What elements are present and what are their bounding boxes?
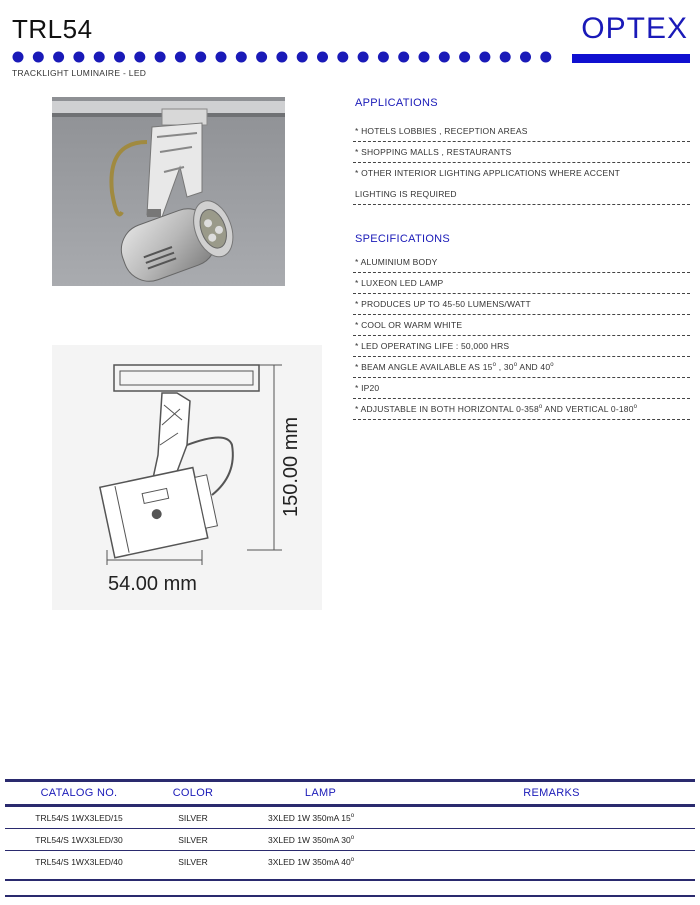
divider-dot	[419, 52, 430, 63]
divider-dot	[337, 52, 348, 63]
degree-mark: o	[550, 362, 554, 368]
divider-dot	[114, 52, 125, 63]
divider-dot	[134, 52, 145, 63]
model-title: TRL54	[12, 14, 93, 44]
list-item: LIGHTING IS REQUIRED	[353, 184, 690, 205]
table-end-rule	[5, 879, 695, 881]
list-item: * LUXEON LED LAMP	[353, 273, 690, 294]
beam-angle-text: AND 40	[517, 362, 551, 372]
list-item: * HOTELS LOBBIES , RECEPTION AREAS	[353, 121, 690, 142]
beam-angle-text: , 30	[496, 362, 514, 372]
header-remarks: REMARKS	[523, 787, 580, 799]
divider-dot	[378, 52, 389, 63]
divider-dot	[317, 52, 328, 63]
list-item: * ALUMINIUM BODY	[353, 252, 690, 273]
divider-dot	[500, 52, 511, 63]
divider-dot	[216, 52, 227, 63]
table-row	[5, 829, 695, 851]
divider-dot	[155, 52, 166, 63]
divider-dot	[33, 52, 44, 63]
divider-dot	[297, 52, 308, 63]
divider-dot	[195, 52, 206, 63]
adjustable-text: AND VERTICAL 0-180	[542, 404, 634, 414]
divider-dot	[256, 52, 267, 63]
list-item: * LED OPERATING LIFE : 50,000 HRS	[353, 336, 690, 357]
height-dimension-label: 150.00 mm	[280, 416, 302, 517]
cell-lamp: 3XLED 1W 350mA 40$^o$	[268, 857, 355, 867]
list-item: * SHOPPING MALLS , RESTAURANTS	[353, 142, 690, 163]
width-dimension-label: 54.00 mm	[108, 573, 197, 595]
cell-catalog: TRL54/S 1WX3LED/30	[35, 834, 123, 845]
cell-color: SILVER	[178, 812, 208, 823]
degree-mark: o	[492, 362, 497, 368]
dimension-drawing	[52, 345, 322, 610]
table-row	[5, 807, 695, 829]
list-item: * OTHER INTERIOR LIGHTING APPLICATIONS WHERE ACCENT	[355, 168, 621, 178]
divider-dot	[73, 52, 84, 63]
degree-mark: o	[633, 404, 638, 410]
beam-angle-text: * BEAM ANGLE AVAILABLE AS 15	[355, 362, 493, 372]
degree-mark: o	[538, 404, 543, 410]
dot-divider	[12, 51, 557, 63]
applications-title: APPLICATIONS	[355, 97, 438, 109]
divider-dot	[459, 52, 470, 63]
cell-lamp: 3XLED 1W 350mA 15$^o$	[268, 812, 355, 823]
table-row	[5, 851, 695, 873]
list-item: * PRODUCES UP TO 45-50 LUMENS/WATT	[353, 294, 690, 315]
divider-dot	[175, 52, 186, 63]
page-bottom-rule	[5, 895, 695, 897]
divider-dot	[479, 52, 490, 63]
header-color: COLOR	[172, 787, 214, 799]
cell-catalog: TRL54/S 1WX3LED/15	[35, 812, 123, 823]
degree-mark: o	[513, 362, 518, 368]
table-header	[5, 782, 695, 804]
brand-logo: OPTEX	[581, 12, 688, 45]
cell-lamp: 3XLED 1W 350mA 30$^o$	[268, 834, 355, 845]
cell-color: SILVER	[178, 857, 208, 867]
divider-dot	[439, 52, 450, 63]
table-body	[5, 804, 695, 873]
divider-dot	[236, 52, 247, 63]
product-photo	[52, 97, 285, 286]
divider-dot	[540, 52, 551, 63]
divider-dot	[276, 52, 287, 63]
catalog-table	[5, 779, 695, 881]
divider-dot	[94, 52, 105, 63]
divider-dot	[520, 52, 531, 63]
divider-dot	[398, 52, 409, 63]
specifications-list	[353, 252, 690, 420]
cell-catalog: TRL54/S 1WX3LED/40	[35, 857, 123, 867]
divider-dot	[358, 52, 369, 63]
divider-dot	[53, 52, 64, 63]
product-subtitle: TRACKLIGHT LUMINAIRE - LED	[12, 68, 147, 78]
applications-list	[353, 121, 690, 205]
header-catalog: CATALOG NO.	[40, 787, 118, 799]
divider-dot	[13, 52, 24, 63]
list-item: * IP20	[353, 378, 690, 399]
list-item-beam-angle	[353, 357, 690, 378]
specifications-title: SPECIFICATIONS	[355, 233, 451, 245]
adjustable-text: * ADJUSTABLE IN BOTH HORIZONTAL 0-358	[355, 404, 539, 414]
header-lamp: LAMP	[304, 787, 337, 799]
brand-underline	[572, 54, 690, 63]
cell-color: SILVER	[178, 834, 208, 845]
list-item-adjustable	[353, 399, 690, 420]
list-item: * COOL OR WARM WHITE	[353, 315, 690, 336]
